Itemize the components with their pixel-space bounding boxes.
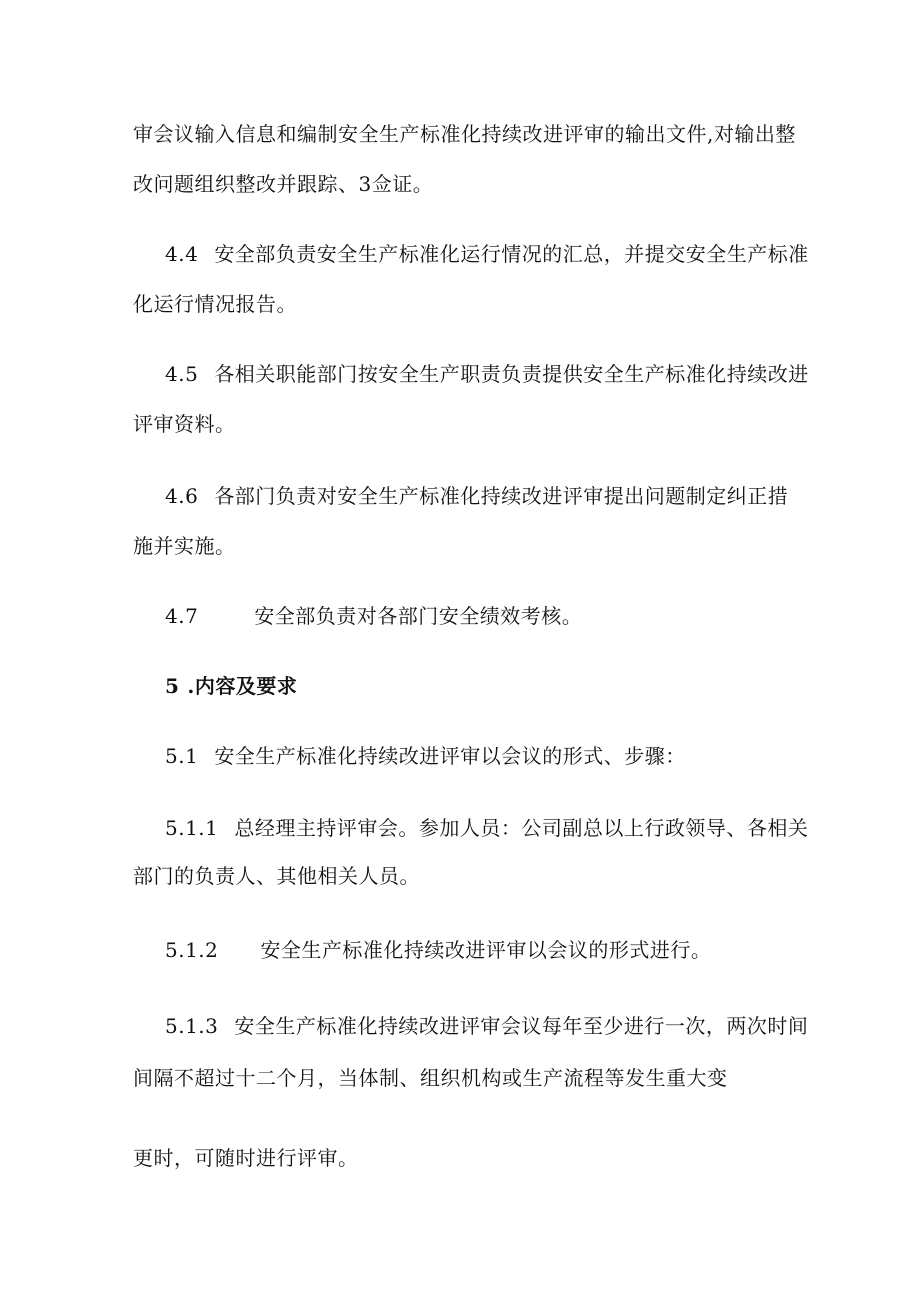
section-number: 5.1 xyxy=(165,744,199,768)
paragraph-text: 安全生产标准化持续改进评审以会议的形式、步骤： xyxy=(214,744,686,768)
paragraph-5-1-1-line-2: 部门的负责人、其他相关人员。 xyxy=(133,864,420,888)
paragraph-4-4-line-2: 化运行情况报告。 xyxy=(133,292,297,316)
section-number: 4.5 xyxy=(165,362,199,386)
section-title: .内容及要求 xyxy=(187,674,298,698)
paragraph-5-1-3-line-1 xyxy=(165,1012,809,1040)
section-number: 4.6 xyxy=(165,484,199,508)
paragraph-5-1-3-line-3: 更时，可随时进行评审。 xyxy=(133,1146,359,1170)
section-5-heading xyxy=(165,672,793,700)
paragraph-text: 安全生产标准化持续改进评审会议每年至少进行一次，两次时间 xyxy=(234,1014,809,1038)
paragraph-text: 各相关职能部门按安全生产职责负责提供安全生产标准化持续改进 xyxy=(214,362,809,386)
paragraph-text: 各部门负责对安全生产标准化持续改进评审提出问题制定纠正措 xyxy=(214,484,789,508)
section-number: 4.4 xyxy=(165,242,199,266)
paragraph-text: 安全部负责对各部门安全绩效考核。 xyxy=(254,604,583,628)
paragraph-5-1-line-1 xyxy=(165,742,793,770)
paragraph-text: 总经理主持评审会。参加人员：公司副总以上行政领导、各相关 xyxy=(234,816,809,840)
paragraph-5-1-2-line-1 xyxy=(165,936,793,964)
paragraph-4-5-line-2: 评审资料。 xyxy=(133,412,236,436)
paragraph-4-6-line-1 xyxy=(165,482,793,510)
section-number: 5.1.3 xyxy=(165,1014,219,1038)
paragraph-4-7-line-1 xyxy=(165,602,793,630)
paragraph-text: 安全部负责安全生产标准化运行情况的汇总，并提交安全生产标准 xyxy=(214,242,809,266)
paragraph-intro-line-1: 审会议输入信息和编制安全生产标准化持续改进评审的输出文件,对输出整 xyxy=(133,122,796,146)
paragraph-intro-line-2: 改问题组织整改并跟踪、3佥证。 xyxy=(133,172,434,196)
paragraph-5-1-1-line-1 xyxy=(165,814,809,842)
section-number: 5.1.1 xyxy=(165,816,219,840)
paragraph-text: 安全生产标准化持续改进评审以会议的形式进行。 xyxy=(260,938,712,962)
section-number: 5.1.2 xyxy=(165,938,219,962)
section-number: 4.7 xyxy=(165,604,199,628)
section-number: 5 xyxy=(165,674,180,698)
paragraph-4-5-line-1 xyxy=(165,360,809,388)
paragraph-4-4-line-1 xyxy=(165,240,809,268)
paragraph-5-1-3-line-2: 间隔不超过十二个月，当体制、组织机构或生产流程等发生重大变 xyxy=(133,1066,728,1090)
paragraph-4-6-line-2: 施并实施。 xyxy=(133,534,236,558)
